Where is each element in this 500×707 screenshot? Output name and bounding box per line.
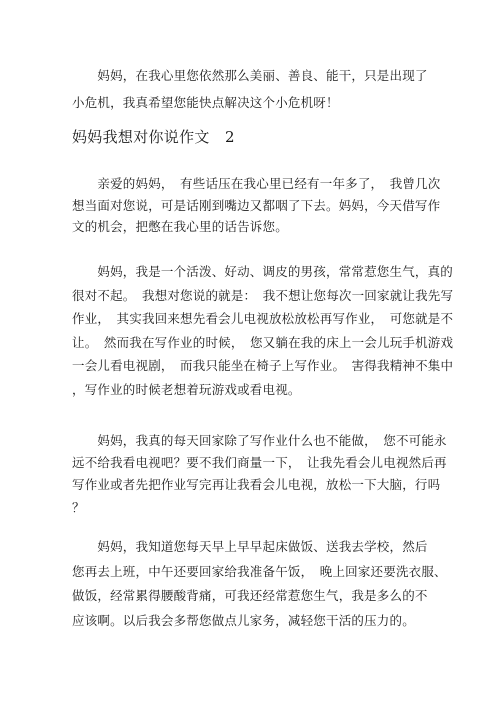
- paragraph-line: 一会儿看电视剧， 而我只能坐在椅子上写作业。 害得我精神不集中: [72, 358, 454, 373]
- paragraph-line: 很对不起。 我想对您说的就是： 我不想让您每次一回家就让我先写: [72, 288, 454, 303]
- paragraph-line: 您再去上班，中午还要回家给我准备午饭， 晚上回家还要洗衣服、: [72, 564, 447, 579]
- paragraph-line: 让。 然而我在写作业的时候， 您又躺在我的床上一会儿玩手机游戏: [72, 335, 454, 350]
- paragraph-line: 作业， 其实我回来想先看会儿电视放松放松再写作业， 可您就是不: [72, 311, 454, 326]
- paragraph-line: 妈妈，我是一个活泼、好动、调皮的男孩，常常惹您生气，真的: [72, 264, 454, 279]
- paragraph-line: 做饭，经常累得腰酸背痛，可我还经常惹您生气，我是多么的不: [72, 588, 428, 603]
- paragraph-line: 远不给我看电视吧？要不我们商量一下， 让我先看会儿电视然后再: [72, 455, 447, 470]
- paragraph-line: ？: [72, 500, 85, 515]
- essay-title: 妈妈我想对你说作文 2: [72, 128, 235, 146]
- paragraph-line: 想当面对您说，可是话刚到嘴边又都咽了下去。妈妈，今天借写作: [72, 198, 441, 213]
- paragraph-line: 小危机，我真希望您能快点解决这个小危机呀！: [72, 95, 339, 110]
- paragraph-line: 写作业或者先把作业写完再让我看会儿电视，放松一下大脑，行吗: [72, 477, 441, 492]
- paragraph-line: ，写作业的时候老想着玩游戏或看电视。: [72, 382, 301, 397]
- paragraph-line: 亲爱的妈妈， 有些话压在我心里已经有一年多了， 我曾几次: [72, 176, 441, 191]
- paragraph-line: 应该啊。以后我会多帮您做点儿家务，减轻您干活的压力的。: [72, 613, 415, 628]
- paragraph-line: 妈妈，我真的每天回家除了写作业什么也不能做， 您不可能永: [72, 433, 447, 448]
- paragraph-line: 妈妈，在我心里您依然那么美丽、善良、能干，只是出现了: [72, 68, 428, 83]
- paragraph-line: 妈妈，我知道您每天早上早早起床做饭、送我去学校，然后: [72, 539, 428, 554]
- paragraph-line: 文的机会，把憋在我心里的话告诉您。: [72, 219, 288, 234]
